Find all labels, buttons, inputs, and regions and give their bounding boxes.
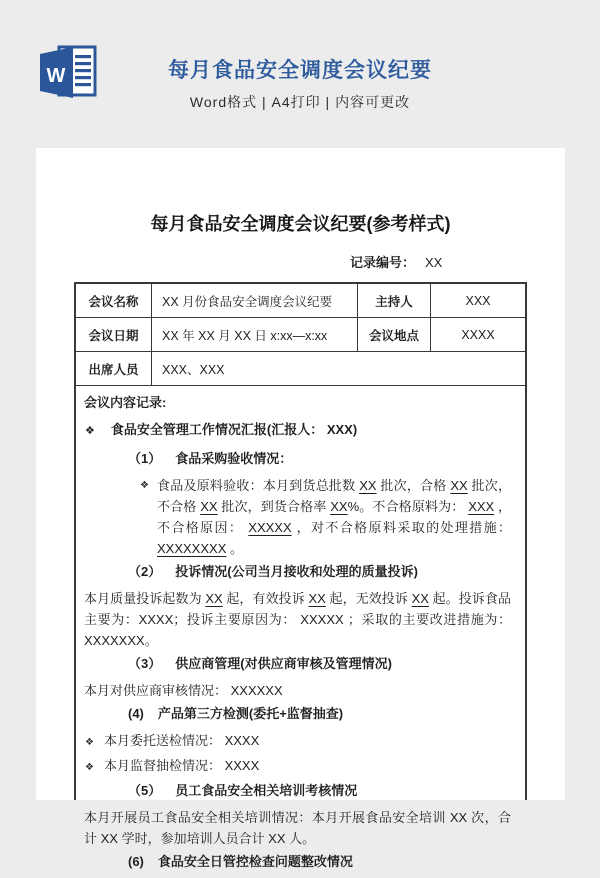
table-row	[76, 284, 525, 318]
section-heading-2	[84, 561, 511, 582]
meeting-name-value: XX 月份食品安全调度会议纪要	[152, 284, 358, 317]
meeting-date-value: XX 年 XX 月 XX 日 x:xx—x:xx	[152, 318, 358, 351]
section-heading-text: 食品安全管理工作情况汇报(汇报人： XXX)	[110, 422, 358, 437]
section-heading-4	[84, 703, 511, 724]
section-heading-text: 产品第三方检测(委托+监督抽查)	[157, 706, 344, 721]
template-subtitle: Word格式 | A4打印 | 内容可更改	[189, 94, 411, 110]
record-number-value: XX	[425, 255, 443, 270]
section-number: （5）	[128, 783, 162, 798]
list-item-text: 本月委托送检情况： XXXX	[103, 733, 260, 748]
diamond-bullet-icon: ❖	[140, 480, 149, 491]
section-number: （3）	[128, 656, 162, 671]
section-number: （1）	[128, 451, 162, 466]
meeting-content-cell	[76, 386, 525, 878]
meeting-name-label: 会议名称	[76, 284, 152, 317]
section-heading-text: 投诉情况(公司当月接收和处理的质量投诉)	[175, 564, 418, 579]
meeting-info-table	[74, 282, 527, 869]
page-header	[0, 0, 600, 148]
content-section-label: 会议内容记录:	[84, 395, 167, 410]
section-heading-text: 食品采购验收情况：	[175, 451, 293, 466]
supplier-paragraph: 本月对供应商审核情况： XXXXXX	[84, 683, 283, 698]
diamond-bullet-icon: ❖	[85, 737, 94, 748]
document-title: 每月食品安全调度会议纪要(参考样式)	[150, 214, 451, 234]
inspection-item-1	[84, 730, 511, 753]
inspection-item-2	[84, 755, 511, 778]
host-value: XXX	[465, 293, 491, 308]
meeting-date-label: 会议日期	[76, 318, 152, 351]
table-row	[76, 352, 525, 386]
location-label: 会议地点	[358, 318, 431, 351]
paragraph-text: 食品及原料验收：本月到货总批数 XX 批次，合格 XX 批次，不合格 XX 批次，到货合格率 XX%。不合格原料为： XXX ，不合格原因： XXXXX ，对不合格原料采取的处理措施： XXXXXXXX 。	[157, 478, 511, 556]
diamond-bullet-icon: ❖	[85, 762, 94, 773]
section-heading-3	[84, 653, 511, 674]
section-heading-1	[84, 448, 511, 469]
host-label: 主持人	[358, 284, 431, 317]
training-paragraph: 本月开展员工食品安全相关培训情况：本月开展食品安全培训 XX 次，合计 XX 学时，参加培训人员合计 XX 人。	[84, 810, 511, 846]
record-number-label: 记录编号：	[350, 255, 416, 270]
acceptance-paragraph	[84, 475, 511, 559]
section-heading-text: 食品安全日管控检查问题整改情况	[157, 854, 353, 869]
table-row	[76, 318, 525, 352]
section-number: （2）	[128, 564, 162, 579]
section-heading-6	[84, 851, 511, 872]
record-number	[350, 252, 442, 271]
section-number: (4)	[128, 706, 144, 721]
complaints-paragraph: 本月质量投诉起数为 XX 起，有效投诉 XX 起，无效投诉 XX 起。投诉食品主要为：XXXX；投诉主要原因为： XXXXX ；采取的主要改进措施为： XXXXXXX。	[84, 591, 511, 648]
template-title: 每月食品安全调度会议纪要	[168, 59, 432, 82]
list-item-text: 本月监督抽检情况： XXXX	[103, 758, 260, 773]
location-value: XXXX	[461, 327, 495, 342]
attendees-value: XXX、XXX	[162, 362, 225, 377]
diamond-bullet-icon: ❖	[85, 425, 95, 437]
section-heading-text: 员工食品安全相关培训考核情况	[175, 783, 358, 798]
section-number: (6)	[128, 854, 144, 869]
svg-text:W: W	[46, 65, 66, 87]
section-heading-5	[84, 780, 511, 801]
attendees-label: 出席人员	[76, 352, 152, 385]
document-page	[36, 148, 565, 869]
section-heading-report	[84, 419, 511, 442]
section-heading-text: 供应商管理(对供应商审核及管理情况)	[175, 656, 392, 671]
